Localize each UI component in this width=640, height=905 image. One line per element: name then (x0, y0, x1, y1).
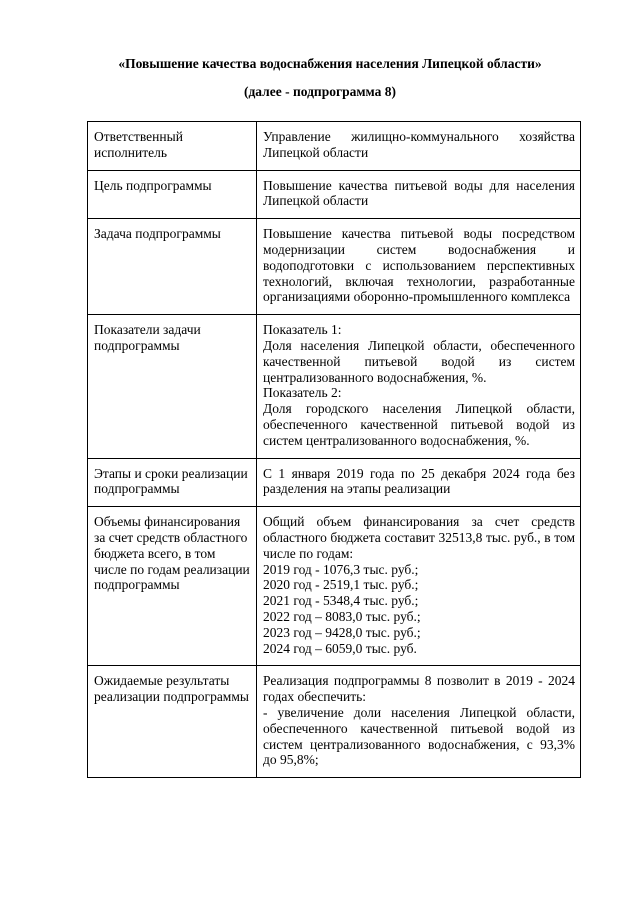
value-line: 2021 год - 5348,4 тыс. руб.; (263, 593, 419, 609)
row-value (257, 507, 581, 666)
value-line: Показатель 2: (263, 385, 342, 401)
value-line: Повышение качества питьевой воды для населения Липецкой области (263, 177, 575, 209)
document-title: «Повышение качества водоснабжения населения Липецкой области» (118, 56, 542, 71)
row-label: Объемы финансирования за счет средств областного бюджета всего, в том числе по годам реализации подпрограммы (88, 507, 257, 666)
value-line: 2019 год - 1076,3 тыс. руб.; (263, 561, 419, 577)
value-line: Показатель 1: (263, 322, 342, 338)
table-row (88, 666, 581, 778)
row-label: Ответственный исполнитель (88, 122, 257, 171)
value-line: Управление жилищно-коммунального хозяйства Липецкой области (263, 129, 575, 160)
table-row (88, 458, 581, 507)
row-label: Показатели задачи подпрограммы (88, 315, 257, 458)
row-label: Задача подпрограммы (88, 219, 257, 315)
passport-table (87, 121, 581, 778)
row-value (257, 315, 581, 458)
value-line: С 1 января 2019 года по 25 декабря 2024 года без разделения на этапы реализации (263, 465, 575, 497)
table-row (88, 170, 581, 219)
row-value (257, 666, 581, 778)
value-line: 2023 год – 9428,0 тыс. руб.; (263, 624, 421, 640)
value-line: Повышение качества питьевой воды посредством модернизации систем водоснабжения и водоподготовки с использованием перспективных технологий, включая технологии, разработанные организациями оборонно-промышленного комплекса (263, 226, 575, 305)
value-line: 2024 год – 6059,0 тыс. руб. (263, 640, 417, 656)
table-row (88, 122, 581, 171)
value-line: 2020 год - 2519,1 тыс. руб.; (263, 577, 419, 593)
value-line: Доля городского населения Липецкой области, обеспеченного качественной питьевой водой из систем централизованного водоснабжения, %. (263, 401, 575, 448)
row-value (257, 458, 581, 507)
value-line: - увеличение доли населения Липецкой области, обеспеченного качественной питьевой водой из систем централизованного водоснабжения, с 93,3% до 95,8%; (263, 704, 575, 768)
document-subtitle: (далее - подпрограмма 8) (243, 84, 397, 99)
value-line: 2022 год – 8083,0 тыс. руб.; (263, 608, 421, 624)
row-value (257, 170, 581, 219)
table-row (88, 507, 581, 666)
row-label: Этапы и сроки реализации подпрограммы (88, 458, 257, 507)
value-line: Общий объем финансирования за счет средств областного бюджета составит 32513,8 тыс. руб., в том числе по годам: (263, 514, 575, 561)
row-value (257, 219, 581, 315)
row-label: Ожидаемые результаты реализации подпрограммы (88, 666, 257, 778)
table-row (88, 315, 581, 458)
value-line: Доля населения Липецкой области, обеспеченного качественной питьевой водой из систем централизованного водоснабжения, %. (263, 337, 575, 385)
row-value (257, 122, 581, 171)
row-label: Цель подпрограммы (88, 170, 257, 219)
passport-table-body (88, 122, 581, 778)
table-row (88, 219, 581, 315)
value-line: Реализация подпрограммы 8 позволит в 2019 - 2024 годах обеспечить: (263, 673, 575, 705)
